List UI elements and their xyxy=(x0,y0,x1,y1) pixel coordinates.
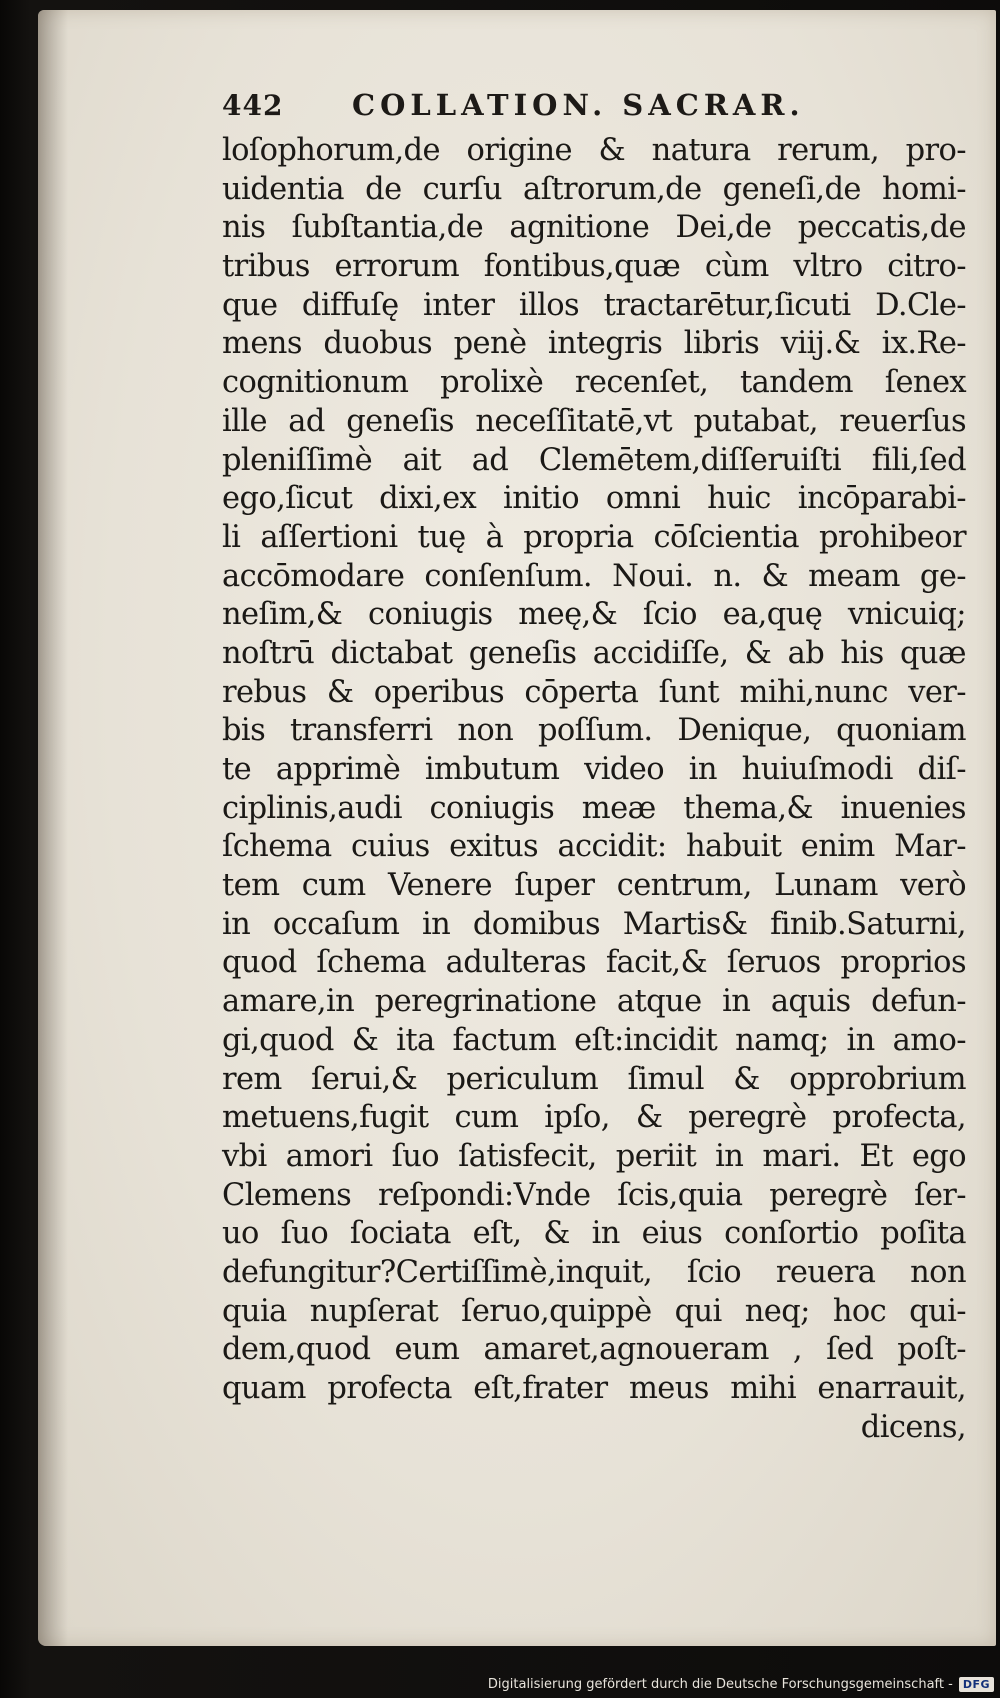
text-line: rem ſerui,& periculum ſimul & opprobrium xyxy=(222,1061,966,1097)
text-line: cognitionum prolixè recenſet, tandem ſenex xyxy=(222,365,966,401)
text-line: rebus & operibus cōperta ſunt mihi,nunc ver- xyxy=(222,674,966,710)
credit-text: Digitalisierung gefördert durch die Deutsche Forschungsgemeinschaft - xyxy=(487,1677,953,1692)
text-line: ille ad geneſis neceſſitatē,vt putabat, reuerſus xyxy=(222,403,966,439)
text-line: te apprimè imbutum video in huiuſmodi diſ- xyxy=(222,752,966,787)
text-line: accōmodare conſenſum. Noui. n. & meam ge- xyxy=(222,558,966,594)
text-line: uo ſuo ſociata eſt, & in eius conſortio poſita xyxy=(222,1216,966,1252)
text-line: neſim,& coniugis meę,& ſcio ea,quę vnicuiq; xyxy=(222,597,966,633)
text-line: quia nupſerat ſeruo,quippè qui neq; hoc qui- xyxy=(222,1293,966,1329)
text-line: mens duobus penè integris libris viij.& ix.Re- xyxy=(222,326,966,362)
text-line: tem cum Venere ſuper centrum, Lunam verò xyxy=(222,868,966,904)
page-header xyxy=(222,88,882,122)
text-line: ego,ſicut dixi,ex initio omni huic incōparabi- xyxy=(222,481,966,517)
text-line: amare,in peregrinatione atque in aquis defun- xyxy=(222,984,966,1020)
page-number: 442 xyxy=(222,89,284,122)
text-line: que diffuſę inter illos tractarētur,ſicuti D.Cle- xyxy=(222,287,966,323)
text-line: ſchema cuius exitus accidit: habuit enim Mar- xyxy=(222,829,966,865)
text-line: loſophorum,de origine & natura rerum, pro- xyxy=(222,133,966,168)
text-line: nis ſubſtantia,de agnitione Dei,de peccatis,de xyxy=(222,210,966,246)
text-line: vbi amori ſuo ſatisfecit, periit in mari. Et ego xyxy=(222,1138,966,1174)
text-line: li aſſertioni tuę à propria cōſcientia prohibeor xyxy=(222,519,966,555)
text-line: bis transferri non poſſum. Denique, quoniam xyxy=(222,713,966,749)
text-line: pleniſſimè ait ad Clemētem,diſſeruiſti fili,ſed xyxy=(222,442,966,478)
text-line: ciplinis,audi coniugis meæ thema,& inuenies xyxy=(222,790,966,826)
text-line: dicens, xyxy=(860,1409,966,1445)
text-line: uidentia de curſu aſtrorum,de geneſi,de homi- xyxy=(222,171,966,207)
text-line: gi,quod & ita factum eſt:incidit namq; in amo- xyxy=(222,1022,966,1058)
body-text xyxy=(222,132,966,1447)
text-line: in occaſum in domibus Martis& finib.Saturni, xyxy=(222,906,966,942)
text-line: metuens,fugit cum ipſo, & peregrè profecta, xyxy=(222,1100,966,1136)
text-line: quam profecta eſt,frater meus mihi enarrauit, xyxy=(222,1371,966,1406)
text-line: defungitur?Certiſſimè,inquit, ſcio reuera non xyxy=(222,1254,966,1290)
text-line: dem,quod eum amaret,agnoueram , ſed poſt- xyxy=(222,1332,966,1368)
dfg-logo-icon: DFG xyxy=(959,1677,994,1692)
digitization-credit xyxy=(488,1677,994,1692)
text-line: Clemens reſpondi:Vnde ſcis,quia peregrè ſer- xyxy=(222,1177,966,1213)
text-line: tribus errorum fontibus,quæ cùm vltro citro- xyxy=(222,249,966,285)
text-line: noſtrū dictabat geneſis accidiſſe, & ab his quæ xyxy=(222,635,966,671)
running-title: COLLATION. SACRAR. xyxy=(352,88,805,122)
text-line: quod ſchema adulteras facit,& ſeruos proprios xyxy=(222,945,966,981)
